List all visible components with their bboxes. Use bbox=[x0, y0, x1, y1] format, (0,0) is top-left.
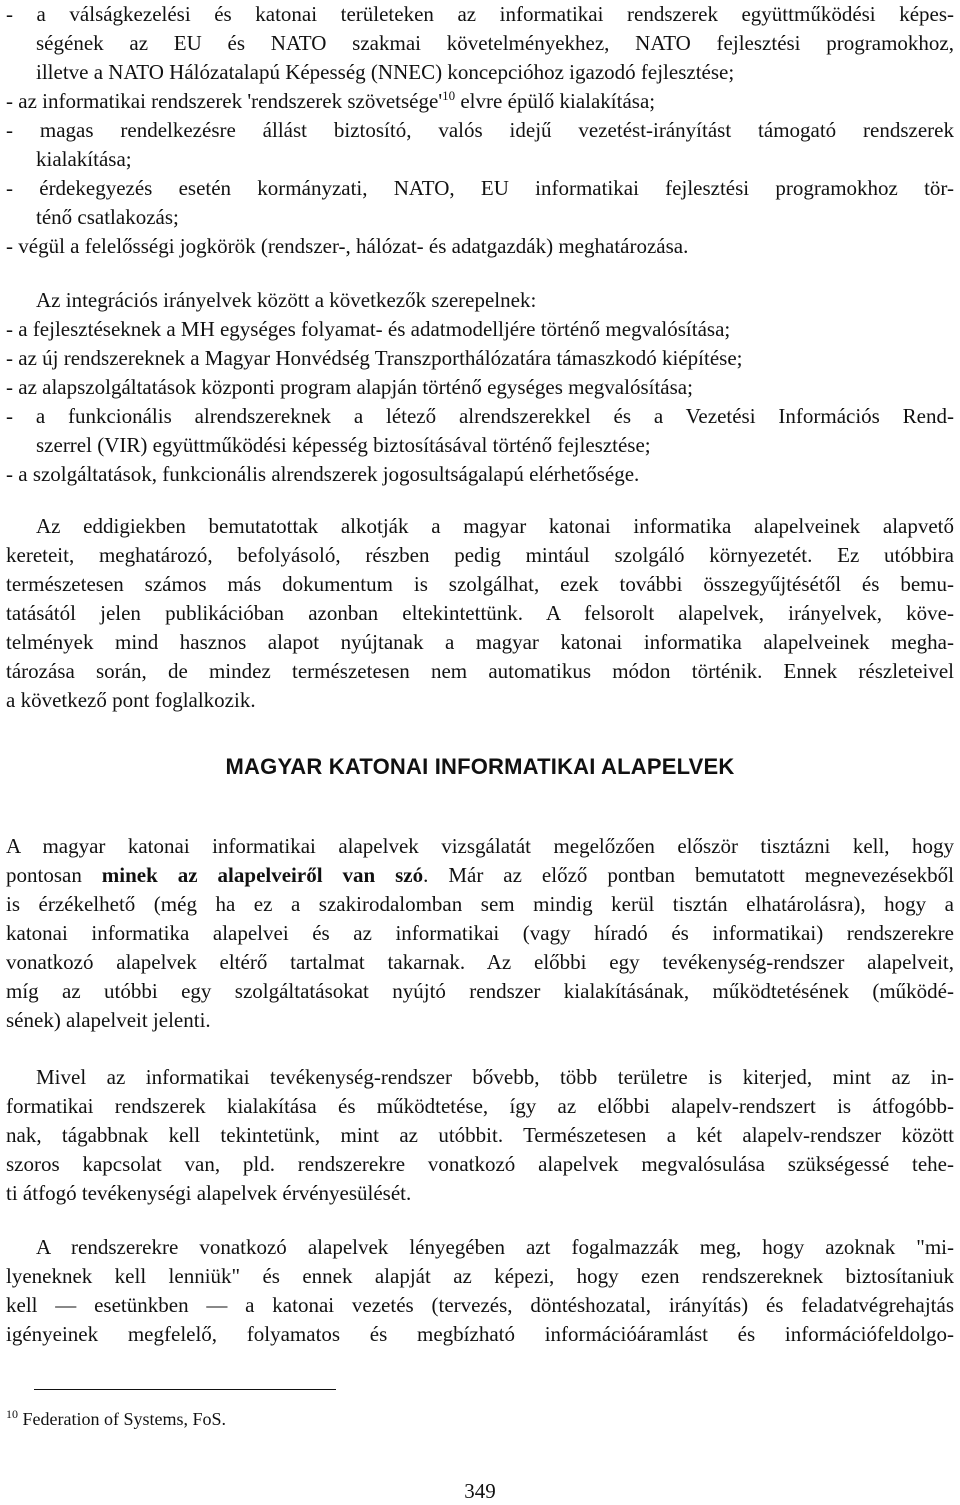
page-number: 349 bbox=[464, 1479, 496, 1503]
paragraph-line: is érzékelhető (még ha ez a szakirodalomban sem mindig kerül tisztán elhatárolásra), hogy a bbox=[6, 892, 954, 916]
footnote-separator bbox=[34, 1389, 336, 1390]
list-item: - a szolgáltatások, funkcionális alrendszerek jogosultságalapú elérhetősége. bbox=[6, 462, 640, 486]
list-item-continuation: ségének az EU és NATO szakmai követelményekhez, NATO fejlesztési programokhoz, bbox=[36, 31, 954, 55]
paragraph bbox=[6, 1063, 954, 1208]
paragraph-line: a következő pont foglalkozik. bbox=[6, 688, 256, 712]
paragraph-text: . Már az előző pontban bemutatott megnevezésekből bbox=[423, 863, 955, 887]
paragraph-line: kereteit, meghatározó, befolyásoló, részben pedig mintául szolgáló környezetét. Ez utóbbira bbox=[6, 543, 954, 567]
list-item: - a válságkezelési és katonai területeken az informatikai rendszerek együttműködési képes- bbox=[6, 2, 954, 26]
list-item: - végül a felelősségi jogkörök (rendszer-, hálózat- és adatgazdák) meghatározása. bbox=[6, 234, 689, 258]
list-item-text: - az informatikai rendszerek 'rendszerek szövetsége' bbox=[6, 89, 443, 113]
paragraph-line: vonatkozó alapelvek eltérő tartalmat takarnak. Az előbbi egy tevékenység-rendszer alapelveit, bbox=[6, 950, 954, 974]
list-item-continuation: kialakítása; bbox=[36, 147, 132, 171]
paragraph-line bbox=[6, 861, 954, 890]
paragraph-line: nak, tágabbnak kell tekintetünk, mint az utóbbit. Természetesen a két alapelv-rendszer között bbox=[6, 1123, 954, 1147]
list-item: - az új rendszereknek a Magyar Honvédség Transzporthálózatára támaszkodó kiépítése; bbox=[6, 346, 743, 370]
paragraph-line: lyeneknek kell lenniük" és ennek alapját az képezi, hogy ezen rendszereknek biztosítaniuk bbox=[6, 1264, 954, 1288]
section-heading: MAGYAR KATONAI INFORMATIKAI ALAPELVEK bbox=[225, 754, 735, 779]
paragraph bbox=[6, 512, 954, 715]
list-item: - érdekegyezés esetén kormányzati, NATO, EU informatikai fejlesztési programokhoz tör- bbox=[6, 176, 954, 200]
footnote-text: Federation of Systems, FoS. bbox=[18, 1409, 227, 1429]
emphasized-phrase: minek az alapelveiről van szó bbox=[101, 863, 424, 887]
list-item: - a fejlesztéseknek a MH egységes folyamat- és adatmodelljére történő megvalósítása; bbox=[6, 317, 731, 341]
list-item-continuation: illetve a NATO Hálózatalapú Képesség (NNEC) koncepcióhoz igazodó fejlesztése; bbox=[36, 60, 735, 84]
paragraph-line: kell — esetünkben — a katonai vezetés (tervezés, döntéshozatal, irányítás) és feladatvégrehajtás bbox=[6, 1293, 954, 1317]
footnote-number: 10 bbox=[6, 1407, 18, 1421]
paragraph-text: pontosan bbox=[6, 863, 102, 887]
list-item bbox=[6, 87, 954, 116]
paragraph-line: természetesen számos más dokumentum is szolgálhat, ezek további összegyűjtésétől és bemu- bbox=[6, 572, 954, 596]
paragraph-line: Az eddigiekben bemutatottak alkotják a magyar katonai informatika alapelveinek alapvető bbox=[36, 514, 954, 538]
paragraph-line: tározása során, de mindez természetesen nem automatikus módon történik. Ennek részleteivel bbox=[6, 659, 954, 683]
paragraph-line: tatásától jelen publikációban azonban eltekintettünk. A felsorolt alapelvek, irányelvek, köve- bbox=[6, 601, 954, 625]
list-item-continuation: ténő csatlakozás; bbox=[36, 205, 179, 229]
requirements-list bbox=[6, 0, 954, 261]
list-item-text: elvre épülő kialakítása; bbox=[455, 89, 656, 113]
footnote-reference: 10 bbox=[442, 88, 456, 103]
paragraph-line: sének) alapelveit jelenti. bbox=[6, 1008, 211, 1032]
paragraph-line: szoros kapcsolat van, pld. rendszerekre vonatkozó alapelvek megvalósulása szükségessé tehe- bbox=[6, 1152, 954, 1176]
paragraph-line: ti átfogó tevékenységi alapelvek érvényesülését. bbox=[6, 1181, 412, 1205]
paragraph-line: telmények mind hasznos alapot nyújtanak a magyar katonai informatika alapelveinek megha- bbox=[6, 630, 954, 654]
list-item: - magas rendelkezésre állást biztosító, valós idejű vezetést-irányítást támogató rendszerek bbox=[6, 118, 954, 142]
paragraph-line: Mivel az informatikai tevékenység-rendszer bővebb, több területre is kiterjed, mint az in- bbox=[36, 1065, 954, 1089]
integration-guidelines-list bbox=[6, 286, 954, 489]
paragraph bbox=[6, 1233, 954, 1349]
footnote bbox=[6, 1407, 226, 1431]
paragraph-line: A rendszerekre vonatkozó alapelvek lényegében azt fogalmazzák meg, hogy azoknak "mi- bbox=[36, 1235, 954, 1259]
paragraph-line: A magyar katonai informatikai alapelvek vizsgálatát megelőzően először tisztázni kell, hogy bbox=[6, 834, 954, 858]
paragraph bbox=[6, 832, 954, 1035]
paragraph-line: igényeinek megfelelő, folyamatos és megbízható információáramlást és információfeldolgo- bbox=[6, 1322, 954, 1346]
paragraph-line: míg az utóbbi egy szolgáltatásokat nyújtó rendszer kialakításának, működtetésének (működé- bbox=[6, 979, 954, 1003]
list-intro: Az integrációs irányelvek között a következők szerepelnek: bbox=[36, 288, 537, 312]
paragraph-line: katonai informatika alapelvei és az informatikai (vagy híradó és informatikai) rendszerekre bbox=[6, 921, 954, 945]
paragraph-line: formatikai rendszerek kialakítása és működtetése, így az előbbi alapelv-rendszert is átfogóbb- bbox=[6, 1094, 954, 1118]
list-item: - az alapszolgáltatások központi program alapján történő egységes megvalósítása; bbox=[6, 375, 693, 399]
list-item: - a funkcionális alrendszereknek a létező alrendszerekkel és a Vezetési Információs Rend- bbox=[6, 404, 954, 428]
list-item-continuation: szerrel (VIR) együttműködési képesség biztosításával történő fejlesztése; bbox=[36, 433, 651, 457]
